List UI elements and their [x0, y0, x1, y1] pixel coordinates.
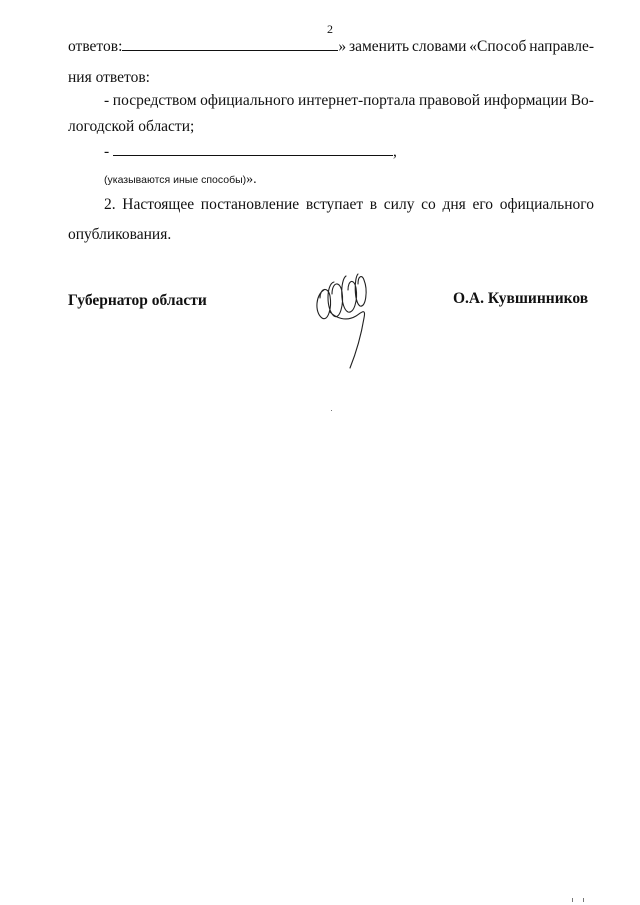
- para2-word: вступает: [305, 196, 364, 213]
- para2-word: его: [472, 196, 494, 213]
- signatory-name: О.А. Кувшинников: [453, 290, 589, 307]
- body-line-5: [104, 143, 594, 161]
- body-line-1: [68, 38, 594, 56]
- signatory-position: Губернатор области: [68, 292, 207, 309]
- page-number: 2: [327, 22, 333, 36]
- paragraph-2-line-1: [104, 196, 594, 214]
- dash: -: [104, 143, 110, 160]
- line1-prefix: ответов:: [68, 38, 123, 55]
- para2-word: дня: [442, 196, 466, 213]
- line3-word: интернет-портала: [298, 92, 416, 109]
- para2-word: со: [421, 196, 436, 213]
- para2-word: в: [369, 196, 378, 213]
- line3-word: Во-: [570, 92, 594, 109]
- body-line-4: логодской области;: [68, 118, 195, 135]
- line1-word: направле-: [529, 38, 594, 55]
- line1-word: словами: [411, 38, 467, 55]
- para2-word: Настоящее: [122, 196, 195, 213]
- blank-field-1: [122, 38, 338, 51]
- para2-word: силу: [383, 196, 415, 213]
- para2-word: официального: [499, 196, 594, 213]
- line3-word: -: [104, 92, 110, 109]
- para2-word: 2.: [104, 196, 116, 213]
- line3-word: правовой: [418, 92, 481, 109]
- body-line-3: [104, 92, 594, 110]
- body-line-2: ния ответов:: [68, 69, 150, 86]
- hint-note-tail: ».: [246, 172, 257, 187]
- line1-quote: »: [338, 38, 347, 55]
- scan-speck: [572, 898, 573, 902]
- handwritten-signature: [306, 268, 386, 374]
- line3-word: посредством: [112, 92, 197, 109]
- scan-speck: [583, 898, 584, 902]
- line3-word: информации: [483, 92, 568, 109]
- hint-note-text: (указываются иные способы): [104, 174, 247, 186]
- paragraph-2-line-2: опубликования.: [68, 226, 172, 243]
- line3-word: официального: [200, 92, 295, 109]
- line1-word: «Способ: [469, 38, 527, 55]
- scan-speck: [331, 410, 332, 411]
- para2-word: постановление: [200, 196, 300, 213]
- line1-word: заменить: [348, 38, 410, 55]
- comma: ,: [393, 143, 397, 160]
- blank-field-2: [113, 143, 393, 156]
- hint-note: [104, 172, 257, 188]
- line1-text-start: [68, 38, 346, 56]
